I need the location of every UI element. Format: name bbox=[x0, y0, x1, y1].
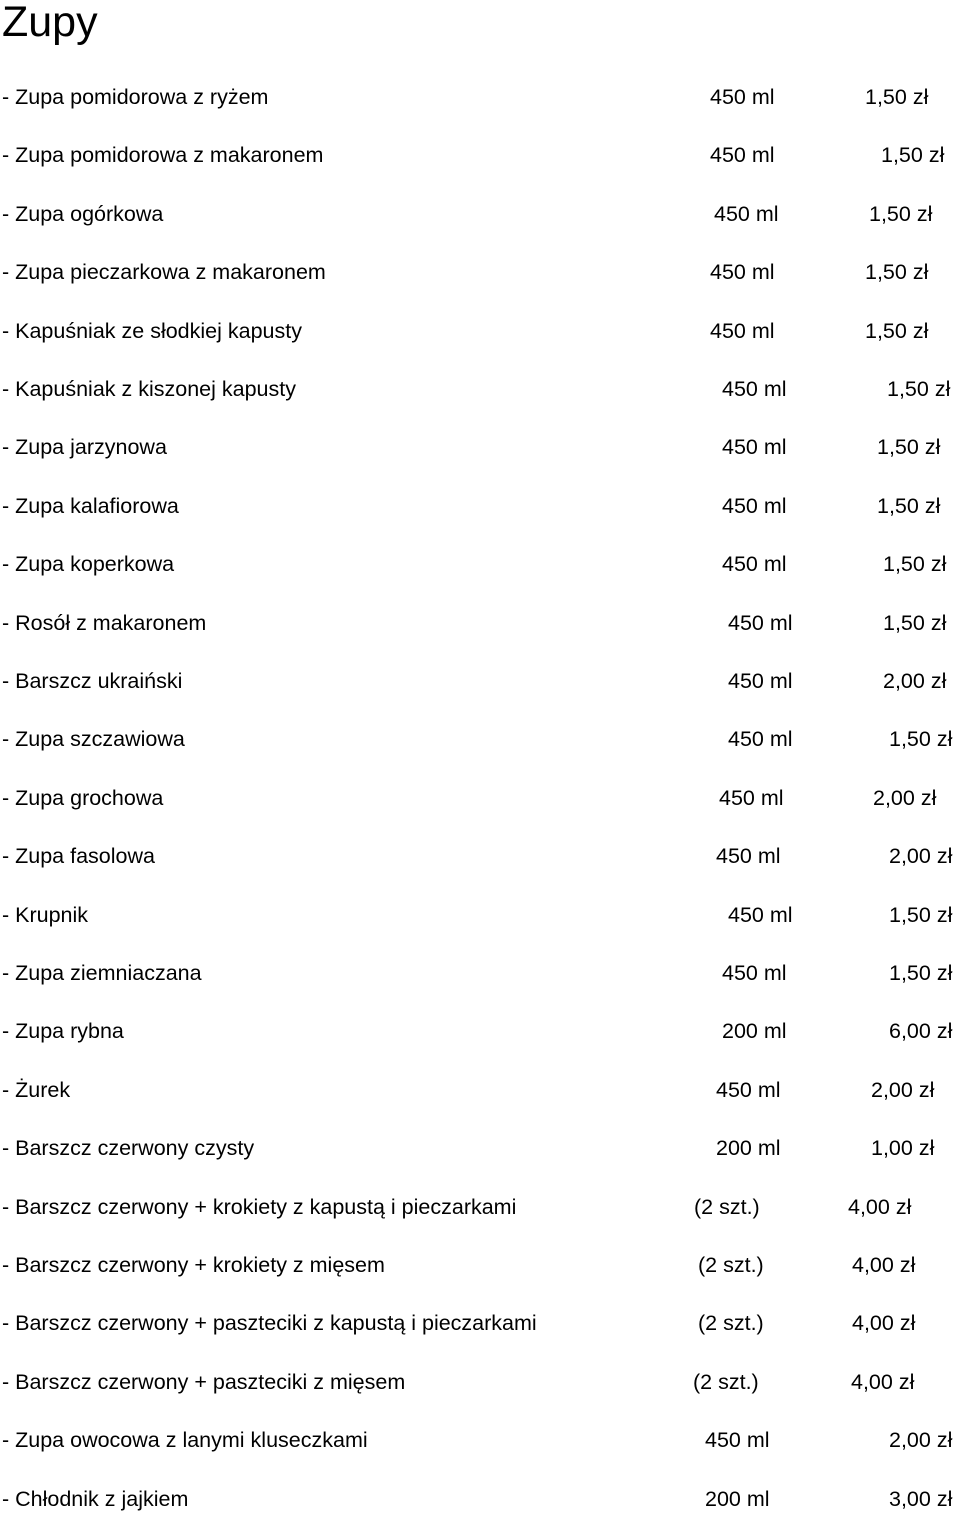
menu-item bbox=[0, 608, 960, 638]
item-price: 4,00 zł bbox=[848, 1194, 912, 1219]
item-name: - Zupa szczawiowa bbox=[2, 727, 185, 752]
item-name: - Barszcz czerwony + krokiety z mięsem bbox=[2, 1253, 385, 1277]
item-price: 1,50 zł bbox=[887, 377, 951, 401]
item-name: - Barszcz czerwony + paszteciki z kapustą i pieczarkami bbox=[2, 1311, 537, 1336]
item-price: 1,50 zł bbox=[881, 143, 945, 168]
menu-item bbox=[0, 374, 960, 404]
item-portion: 450 ml bbox=[719, 785, 784, 810]
item-price: 6,00 zł bbox=[889, 1019, 953, 1044]
item-portion: (2 szt.) bbox=[698, 1253, 764, 1277]
item-portion: 450 ml bbox=[722, 377, 787, 401]
item-portion: 450 ml bbox=[728, 610, 793, 635]
item-name: - Zupa pieczarkowa z makaronem bbox=[2, 260, 326, 285]
menu-item bbox=[0, 257, 960, 287]
item-portion: 450 ml bbox=[722, 493, 787, 518]
item-name: - Zupa koperkowa bbox=[2, 552, 175, 577]
item-name: - Zupa ziemniaczana bbox=[2, 961, 202, 985]
item-price: 4,00 zł bbox=[852, 1311, 916, 1336]
item-name: - Chłodnik z jajkiem bbox=[2, 1486, 189, 1511]
item-name: - Zupa owocowa z lanymi kluseczkami bbox=[2, 1428, 368, 1453]
item-name: - Żurek bbox=[2, 1077, 71, 1102]
item-portion: 200 ml bbox=[716, 1136, 781, 1161]
item-portion: 450 ml bbox=[728, 669, 793, 693]
item-price: 4,00 zł bbox=[851, 1369, 915, 1394]
item-portion: 450 ml bbox=[710, 143, 775, 168]
item-name: - Zupa grochowa bbox=[2, 785, 164, 810]
item-portion: 450 ml bbox=[710, 85, 775, 109]
item-price: 1,50 zł bbox=[865, 318, 929, 343]
item-portion: (2 szt.) bbox=[694, 1194, 760, 1219]
item-price: 2,00 zł bbox=[889, 1428, 953, 1453]
item-name: - Zupa jarzynowa bbox=[2, 435, 167, 460]
item-name: - Zupa kalafiorowa bbox=[2, 493, 179, 518]
item-price: 1,50 zł bbox=[865, 85, 929, 109]
item-price: 1,50 zł bbox=[865, 260, 929, 285]
menu-item bbox=[0, 1484, 960, 1514]
item-name: - Kapuśniak ze słodkiej kapusty bbox=[2, 318, 302, 343]
item-portion: 450 ml bbox=[710, 318, 775, 343]
item-name: - Zupa pomidorowa z makaronem bbox=[2, 143, 324, 168]
item-name: - Zupa pomidorowa z ryżem bbox=[2, 85, 269, 109]
item-portion: 450 ml bbox=[722, 961, 787, 985]
item-portion: (2 szt.) bbox=[698, 1311, 764, 1336]
menu-item bbox=[0, 199, 960, 229]
item-portion: 450 ml bbox=[714, 201, 779, 226]
item-price: 1,50 zł bbox=[883, 552, 947, 577]
item-price: 2,00 zł bbox=[883, 669, 947, 693]
item-portion: 450 ml bbox=[716, 1077, 781, 1102]
item-price: 2,00 zł bbox=[889, 844, 953, 869]
item-portion: 450 ml bbox=[728, 902, 793, 927]
item-portion: 200 ml bbox=[722, 1019, 787, 1044]
menu-item bbox=[0, 549, 960, 579]
item-price: 1,50 zł bbox=[877, 493, 941, 518]
menu-item bbox=[0, 666, 960, 696]
item-portion: 450 ml bbox=[722, 552, 787, 577]
menu-item bbox=[0, 724, 960, 754]
menu-item bbox=[0, 1425, 960, 1455]
item-portion: 450 ml bbox=[705, 1428, 770, 1453]
item-price: 1,50 zł bbox=[889, 727, 953, 752]
item-portion: 200 ml bbox=[705, 1486, 770, 1511]
item-price: 2,00 zł bbox=[873, 785, 937, 810]
item-name: - Kapuśniak z kiszonej kapusty bbox=[2, 377, 296, 401]
item-price: 1,50 zł bbox=[877, 435, 941, 460]
menu-item bbox=[0, 1133, 960, 1163]
item-price: 2,00 zł bbox=[871, 1077, 935, 1102]
item-portion: (2 szt.) bbox=[693, 1369, 759, 1394]
item-name: - Zupa rybna bbox=[2, 1019, 124, 1044]
page-title: Zupy bbox=[2, 0, 98, 46]
item-price: 1,50 zł bbox=[883, 610, 947, 635]
menu-item bbox=[0, 1016, 960, 1046]
item-portion: 450 ml bbox=[710, 260, 775, 285]
item-portion: 450 ml bbox=[728, 727, 793, 752]
item-name: - Rosół z makaronem bbox=[2, 610, 207, 635]
menu-item bbox=[0, 1250, 960, 1280]
menu-item bbox=[0, 140, 960, 170]
menu-item bbox=[0, 841, 960, 871]
item-name: - Zupa fasolowa bbox=[2, 844, 155, 869]
menu-item bbox=[0, 82, 960, 112]
menu-item bbox=[0, 1367, 960, 1397]
menu-item bbox=[0, 958, 960, 988]
item-portion: 450 ml bbox=[722, 435, 787, 460]
item-price: 4,00 zł bbox=[852, 1253, 916, 1277]
item-portion: 450 ml bbox=[716, 844, 781, 869]
menu-item bbox=[0, 900, 960, 930]
menu-item bbox=[0, 491, 960, 521]
item-price: 1,50 zł bbox=[869, 201, 933, 226]
item-name: - Barszcz czerwony czysty bbox=[2, 1136, 255, 1161]
menu-item bbox=[0, 316, 960, 346]
item-price: 1,50 zł bbox=[889, 961, 953, 985]
item-name: - Zupa ogórkowa bbox=[2, 201, 164, 226]
item-name: - Barszcz czerwony + paszteciki z mięsem bbox=[2, 1369, 406, 1394]
item-name: - Barszcz ukraiński bbox=[2, 669, 183, 693]
item-name: - Krupnik bbox=[2, 902, 89, 927]
item-price: 1,50 zł bbox=[889, 902, 953, 927]
menu-item bbox=[0, 1075, 960, 1105]
item-price: 3,00 zł bbox=[889, 1486, 953, 1511]
menu-item bbox=[0, 783, 960, 813]
item-name: - Barszcz czerwony + krokiety z kapustą i pieczarkami bbox=[2, 1194, 517, 1219]
item-price: 1,00 zł bbox=[871, 1136, 935, 1161]
menu-item bbox=[0, 1308, 960, 1338]
menu-item bbox=[0, 432, 960, 462]
menu-item bbox=[0, 1192, 960, 1222]
